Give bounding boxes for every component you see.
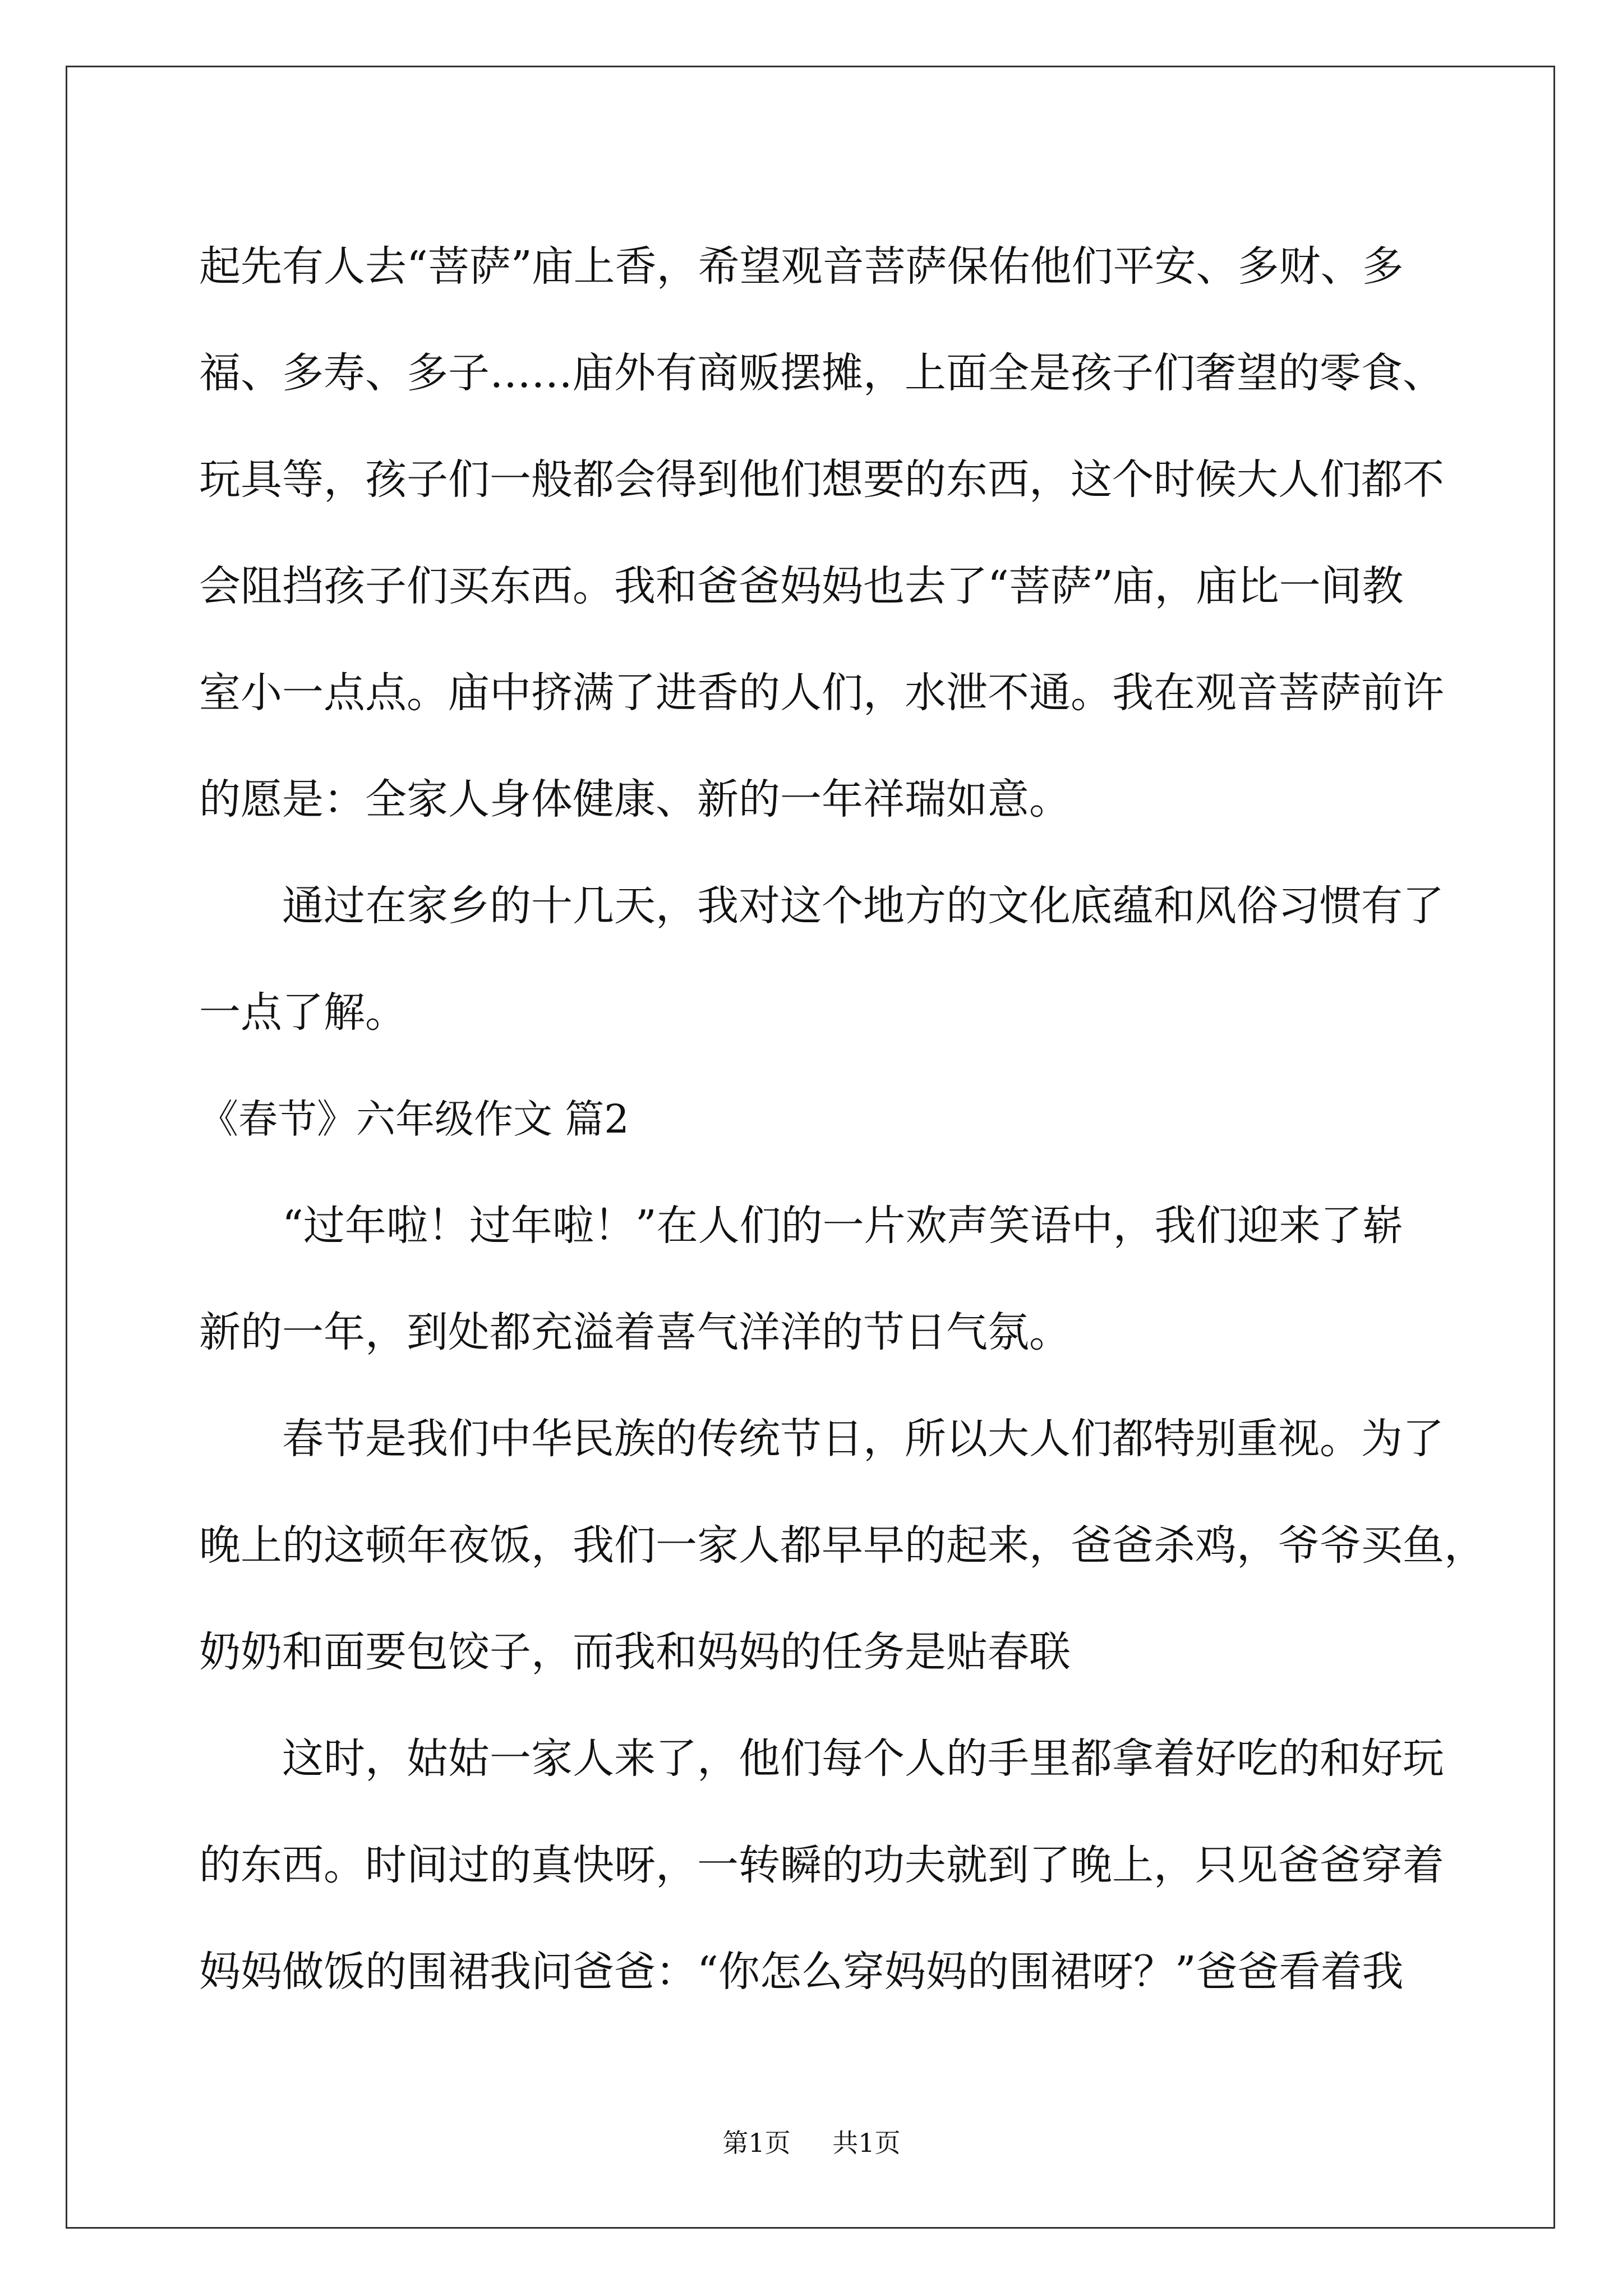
text-line: 室小一点点。庙中挤满了进香的人们，水泄不通。我在观音菩萨前许 [199, 669, 1444, 717]
text-line: 这时，姑姑一家人来了，他们每个人的手里都拿着好吃的和好玩 [282, 1734, 1444, 1783]
text-line: 奶奶和面要包饺子，而我和妈妈的任务是贴春联 [199, 1628, 1071, 1676]
text-line: “过年啦！过年啦！”在人们的一片欢声笑语中，我们迎来了崭 [282, 1202, 1404, 1250]
text-line: 玩具等，孩子们一般都会得到他们想要的东西，这个时候大人们都不 [199, 455, 1444, 504]
text-line: 的东西。时间过的真快呀，一转瞬的功夫就到了晚上，只见爸爸穿着 [199, 1841, 1444, 1889]
text-line: 一点了解。 [199, 988, 407, 1037]
text-line: 春节是我们中华民族的传统节日，所以大人们都特别重视。为了 [282, 1415, 1444, 1463]
text-line: 起先有人去“菩萨”庙上香，希望观音菩萨保佑他们平安、多财、多 [199, 242, 1404, 291]
document-body [199, 213, 1486, 2025]
page-number: 第1页 [722, 2128, 791, 2158]
text-line: 妈妈做饭的围裙我问爸爸：“你怎么穿妈妈的围裙呀？”爸爸看着我 [199, 1948, 1404, 1996]
text-line: 通过在家乡的十几天，我对这个地方的文化底蕴和风俗习惯有了 [282, 882, 1444, 930]
page-footer [0, 2126, 1623, 2160]
text-line: 的愿是：全家人身体健康、新的一年祥瑞如意。 [199, 775, 1071, 823]
text-line: 晚上的这顿年夜饭，我们一家人都早早的起来，爸爸杀鸡，爷爷买鱼， [199, 1521, 1486, 1570]
text-line: 福、多寿、多子……庙外有商贩摆摊，上面全是孩子们奢望的零食、 [199, 349, 1444, 397]
text-line: 会阻挡孩子们买东西。我和爸爸妈妈也去了“菩萨”庙，庙比一间教 [199, 562, 1404, 610]
page-total: 共1页 [832, 2128, 901, 2158]
section-heading: 《春节》六年级作文 篇2 [199, 1096, 629, 1142]
text-line: 新的一年，到处都充溢着喜气洋洋的节日气氛。 [199, 1308, 1071, 1356]
